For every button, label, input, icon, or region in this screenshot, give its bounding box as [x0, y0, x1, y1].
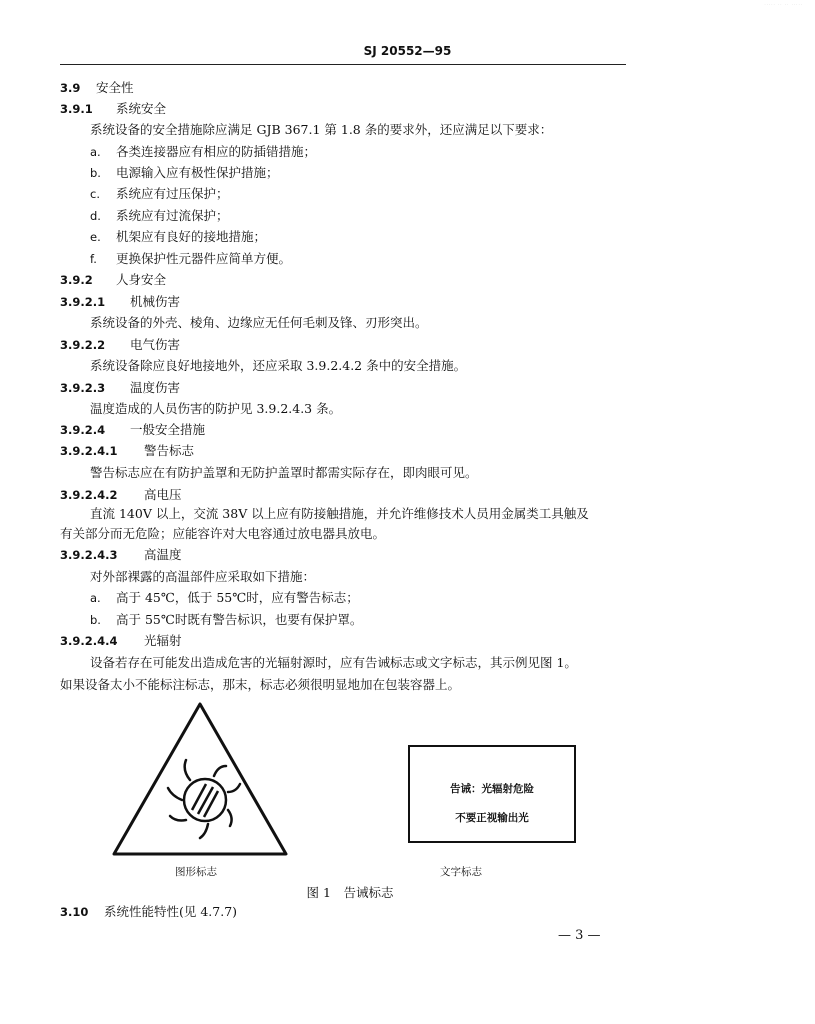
section-number: 3.9.2.4	[60, 423, 106, 437]
section-heading	[60, 547, 182, 563]
section-title: 系统安全	[116, 101, 167, 116]
text-warning-sign	[408, 745, 576, 843]
section-title: 高温度	[144, 547, 182, 562]
section-title: 人身安全	[116, 272, 167, 287]
list-item	[90, 208, 229, 224]
text-sign-line-1: 告诫：光辐射危险	[450, 783, 534, 795]
list-marker: a.	[90, 591, 101, 605]
section-number: 3.9.2.2	[60, 338, 106, 352]
paragraph-line: 系统设备除应良好地接地外，还应采取 3.9.2.4.2 条中的安全措施。	[90, 358, 467, 373]
list-marker: e.	[90, 230, 101, 244]
graphic-sign-caption: 图形标志	[175, 866, 217, 878]
text-sign-caption: 文字标志	[440, 866, 482, 878]
section-title: 一般安全措施	[130, 422, 206, 437]
list-item	[90, 144, 316, 160]
section-number: 3.9.2.4.4	[60, 634, 118, 648]
list-item	[90, 251, 291, 267]
section-heading	[60, 80, 134, 96]
section-heading	[60, 443, 194, 459]
list-item-text: 系统应有过压保护；	[116, 186, 229, 201]
figure-title: 图 1 告诫标志	[306, 885, 394, 900]
section-number: 3.9.2.4.3	[60, 548, 118, 562]
section-number: 3.10	[60, 905, 89, 919]
section-title: 安全性	[96, 80, 134, 95]
section-number: 3.9.2.4.1	[60, 444, 118, 458]
list-marker: b.	[90, 613, 101, 627]
section-heading	[60, 337, 180, 353]
list-item-text: 各类连接器应有相应的防插错措施；	[116, 144, 317, 159]
list-item-text: 系统应有过流保护；	[116, 208, 229, 223]
section-heading	[60, 294, 180, 310]
section-heading	[60, 487, 182, 503]
list-item-text: 高于 45℃，低于 55℃时，应有警告标志；	[116, 590, 359, 605]
light-radiation-warning-icon	[110, 700, 290, 860]
section-heading	[60, 380, 180, 396]
standard-number: SJ 20552—95	[363, 44, 452, 58]
text-sign-line-2: 不要正视输出光	[455, 812, 529, 824]
paragraph-line: 系统设备的外壳、棱角、边缘应无任何毛刺及锋、刃形突出。	[90, 315, 428, 330]
section-title: 警告标志	[144, 443, 195, 458]
list-item-text: 高于 55℃时既有警告标识，也要有保护罩。	[116, 612, 363, 627]
list-marker: a.	[90, 145, 101, 159]
section-heading	[60, 904, 237, 920]
list-item	[90, 229, 266, 245]
section-title: 温度伤害	[130, 380, 181, 395]
header-rule	[60, 64, 626, 65]
section-number: 3.9.2	[60, 273, 93, 287]
section-heading	[60, 422, 205, 438]
list-item	[90, 590, 359, 606]
list-item-text: 机架应有良好的接地措施；	[116, 229, 267, 244]
section-title: 机械伤害	[130, 294, 181, 309]
page-number: — 3 —	[558, 928, 601, 943]
list-item-text: 电源输入应有极性保护措施；	[116, 165, 279, 180]
section-heading	[60, 101, 166, 117]
paragraph-line: 如果设备太小不能标注标志，那末，标志必须很明显地加在包装容器上。	[60, 677, 461, 692]
section-title: 高电压	[144, 487, 182, 502]
list-item	[90, 186, 229, 202]
section-number: 3.9.2.1	[60, 295, 106, 309]
paragraph-line: 警告标志应在有防护盖罩和无防护盖罩时都需实际存在，即肉眼可见。	[90, 465, 478, 480]
paragraph-line: 有关部分而无危险；应能容许对大电容通过放电器具放电。	[60, 526, 386, 541]
list-marker: d.	[90, 209, 101, 223]
paragraph-line: 设备若存在可能发出造成危害的光辐射源时，应有告诫标志或文字标志，其示例见图 1。	[90, 655, 577, 670]
paragraph-line: 直流 140V 以上，交流 38V 以上应有防接触措施，并允许维修技术人员用金属类工具触及	[90, 506, 589, 521]
list-item	[90, 612, 362, 628]
section-title: 系统性能特性(见 4.7.7)	[104, 904, 238, 919]
list-item	[90, 165, 279, 181]
section-title: 电气伤害	[130, 337, 181, 352]
list-marker: c.	[90, 187, 100, 201]
corner-mark: ····· ·· ·· ·····	[764, 2, 803, 7]
section-heading	[60, 633, 182, 649]
section-number: 3.9.2.3	[60, 381, 106, 395]
section-number: 3.9.1	[60, 102, 93, 116]
section-number: 3.9	[60, 81, 81, 95]
paragraph-line: 系统设备的安全措施除应满足 GJB 367.1 第 1.8 条的要求外，还应满足以下要求：	[90, 122, 553, 137]
paragraph-line: 对外部裸露的高温部件应采取如下措施：	[90, 569, 316, 584]
paragraph-line: 温度造成的人员伤害的防护见 3.9.2.4.3 条。	[90, 401, 342, 416]
list-marker: f.	[90, 252, 97, 266]
section-heading	[60, 272, 166, 288]
section-title: 光辐射	[144, 633, 182, 648]
list-marker: b.	[90, 166, 101, 180]
section-number: 3.9.2.4.2	[60, 488, 118, 502]
list-item-text: 更换保护性元器件应简单方便。	[116, 251, 292, 266]
